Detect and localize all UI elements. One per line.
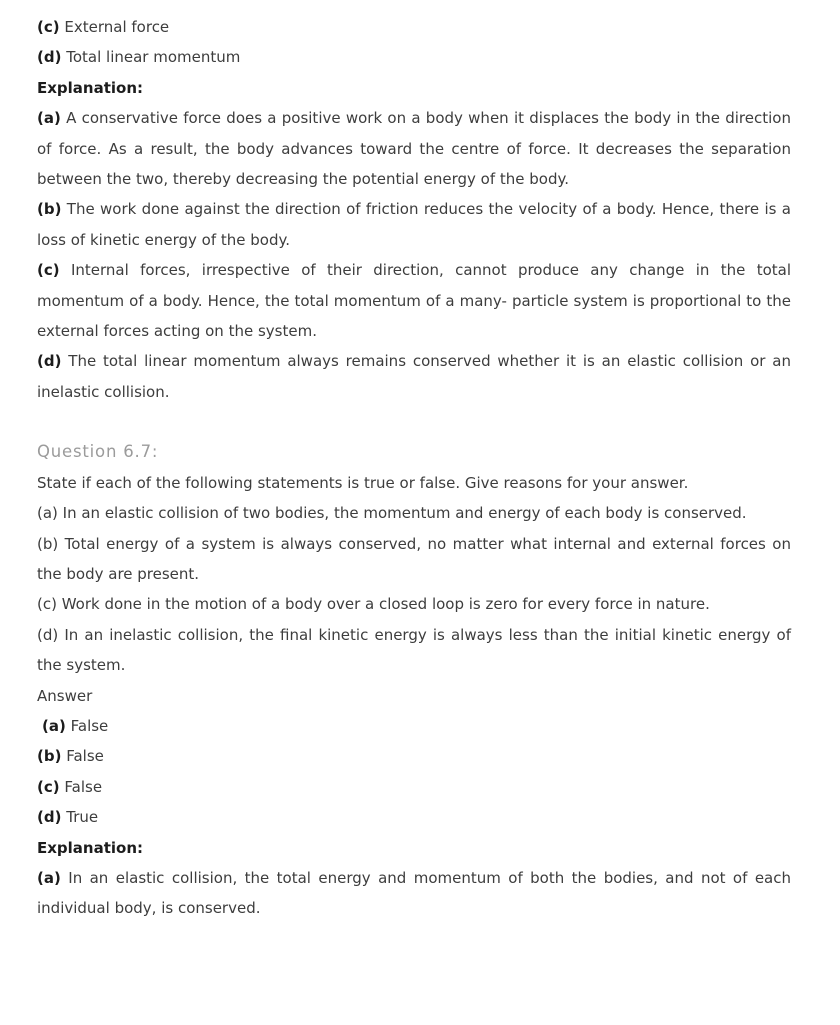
- paragraph-label: (d): [37, 352, 62, 371]
- paragraph-text: Total linear momentum: [66, 48, 241, 67]
- paragraph: [37, 620, 791, 681]
- paragraph: [37, 681, 791, 711]
- paragraph-text: False: [64, 777, 103, 796]
- paragraph: [37, 833, 791, 863]
- paragraph-text: (d) In an inelastic collision, the final kinetic energy is always less than the initial kinetic energy of the system.: [37, 625, 791, 675]
- paragraph: [37, 346, 791, 407]
- paragraph: [37, 42, 791, 72]
- paragraph-text: Answer: [37, 686, 93, 705]
- paragraph: [37, 711, 791, 741]
- paragraph-label: (a): [37, 109, 61, 128]
- paragraph: [37, 589, 791, 619]
- paragraph-text: False: [70, 716, 109, 735]
- paragraph-text: In an elastic collision, the total energy and momentum of both the bodies, and not of each individual body, is conserved.: [37, 868, 791, 918]
- paragraph: [37, 802, 791, 832]
- paragraph-label: (a): [37, 868, 61, 887]
- paragraph: [37, 468, 791, 498]
- paragraph-text: State if each of the following statements is true or false. Give reasons for your answer.: [37, 473, 689, 492]
- paragraph: [37, 529, 791, 590]
- paragraph-label: (b): [37, 747, 62, 766]
- paragraph-label: Explanation:: [37, 838, 144, 857]
- paragraph: [37, 863, 791, 924]
- paragraph-text: False: [66, 747, 104, 766]
- paragraph-text: The work done against the direction of friction reduces the velocity of a body. Hence, there is a loss of kinetic energy of the body.: [37, 200, 791, 249]
- paragraph-text: (a) In an elastic collision of two bodies, the momentum and energy of each body is conserved.: [37, 504, 747, 523]
- paragraph-text: (b) Total energy of a system is always conserved, no matter what internal and external forces on the body are present.: [37, 534, 791, 583]
- paragraph-text: Internal forces, irrespective of their direction, cannot produce any change in the total momentum of a body. Hence, the total momentum of a many- particle system is proportional to the external forces acting on the system.: [37, 261, 791, 341]
- paragraph-label: (d): [37, 808, 62, 827]
- paragraph-label: (c): [37, 18, 60, 36]
- paragraph-text: External force: [64, 18, 170, 36]
- paragraph-label: (d): [37, 48, 62, 67]
- paragraph-text: A conservative force does a positive work on a body when it displaces the body in the direction of force. As a result, the body advances toward the centre of force. It decreases the separation between the two, thereby decreasing the potential energy of the body.: [37, 109, 791, 189]
- paragraph-text: The total linear momentum always remains conserved whether it is an elastic collision or an inelastic collision.: [37, 352, 791, 401]
- paragraph-label: (c): [37, 261, 60, 280]
- paragraph-label: (c): [37, 777, 60, 796]
- paragraph: [37, 772, 791, 802]
- paragraph-label: (b): [37, 200, 62, 219]
- paragraph-label: Explanation:: [37, 78, 144, 97]
- paragraph: [37, 194, 791, 255]
- paragraph: [37, 73, 791, 103]
- paragraph-text: True: [66, 808, 99, 827]
- paragraph: [37, 12, 791, 42]
- paragraph: [37, 498, 791, 528]
- paragraph: [37, 103, 791, 194]
- paragraph: [37, 255, 791, 346]
- paragraph: [37, 741, 791, 771]
- question-heading: Question 6.7:: [37, 442, 159, 462]
- paragraph-label: (a): [42, 716, 66, 735]
- paragraph-text: (c) Work done in the motion of a body over a closed loop is zero for every force in nature.: [37, 595, 710, 614]
